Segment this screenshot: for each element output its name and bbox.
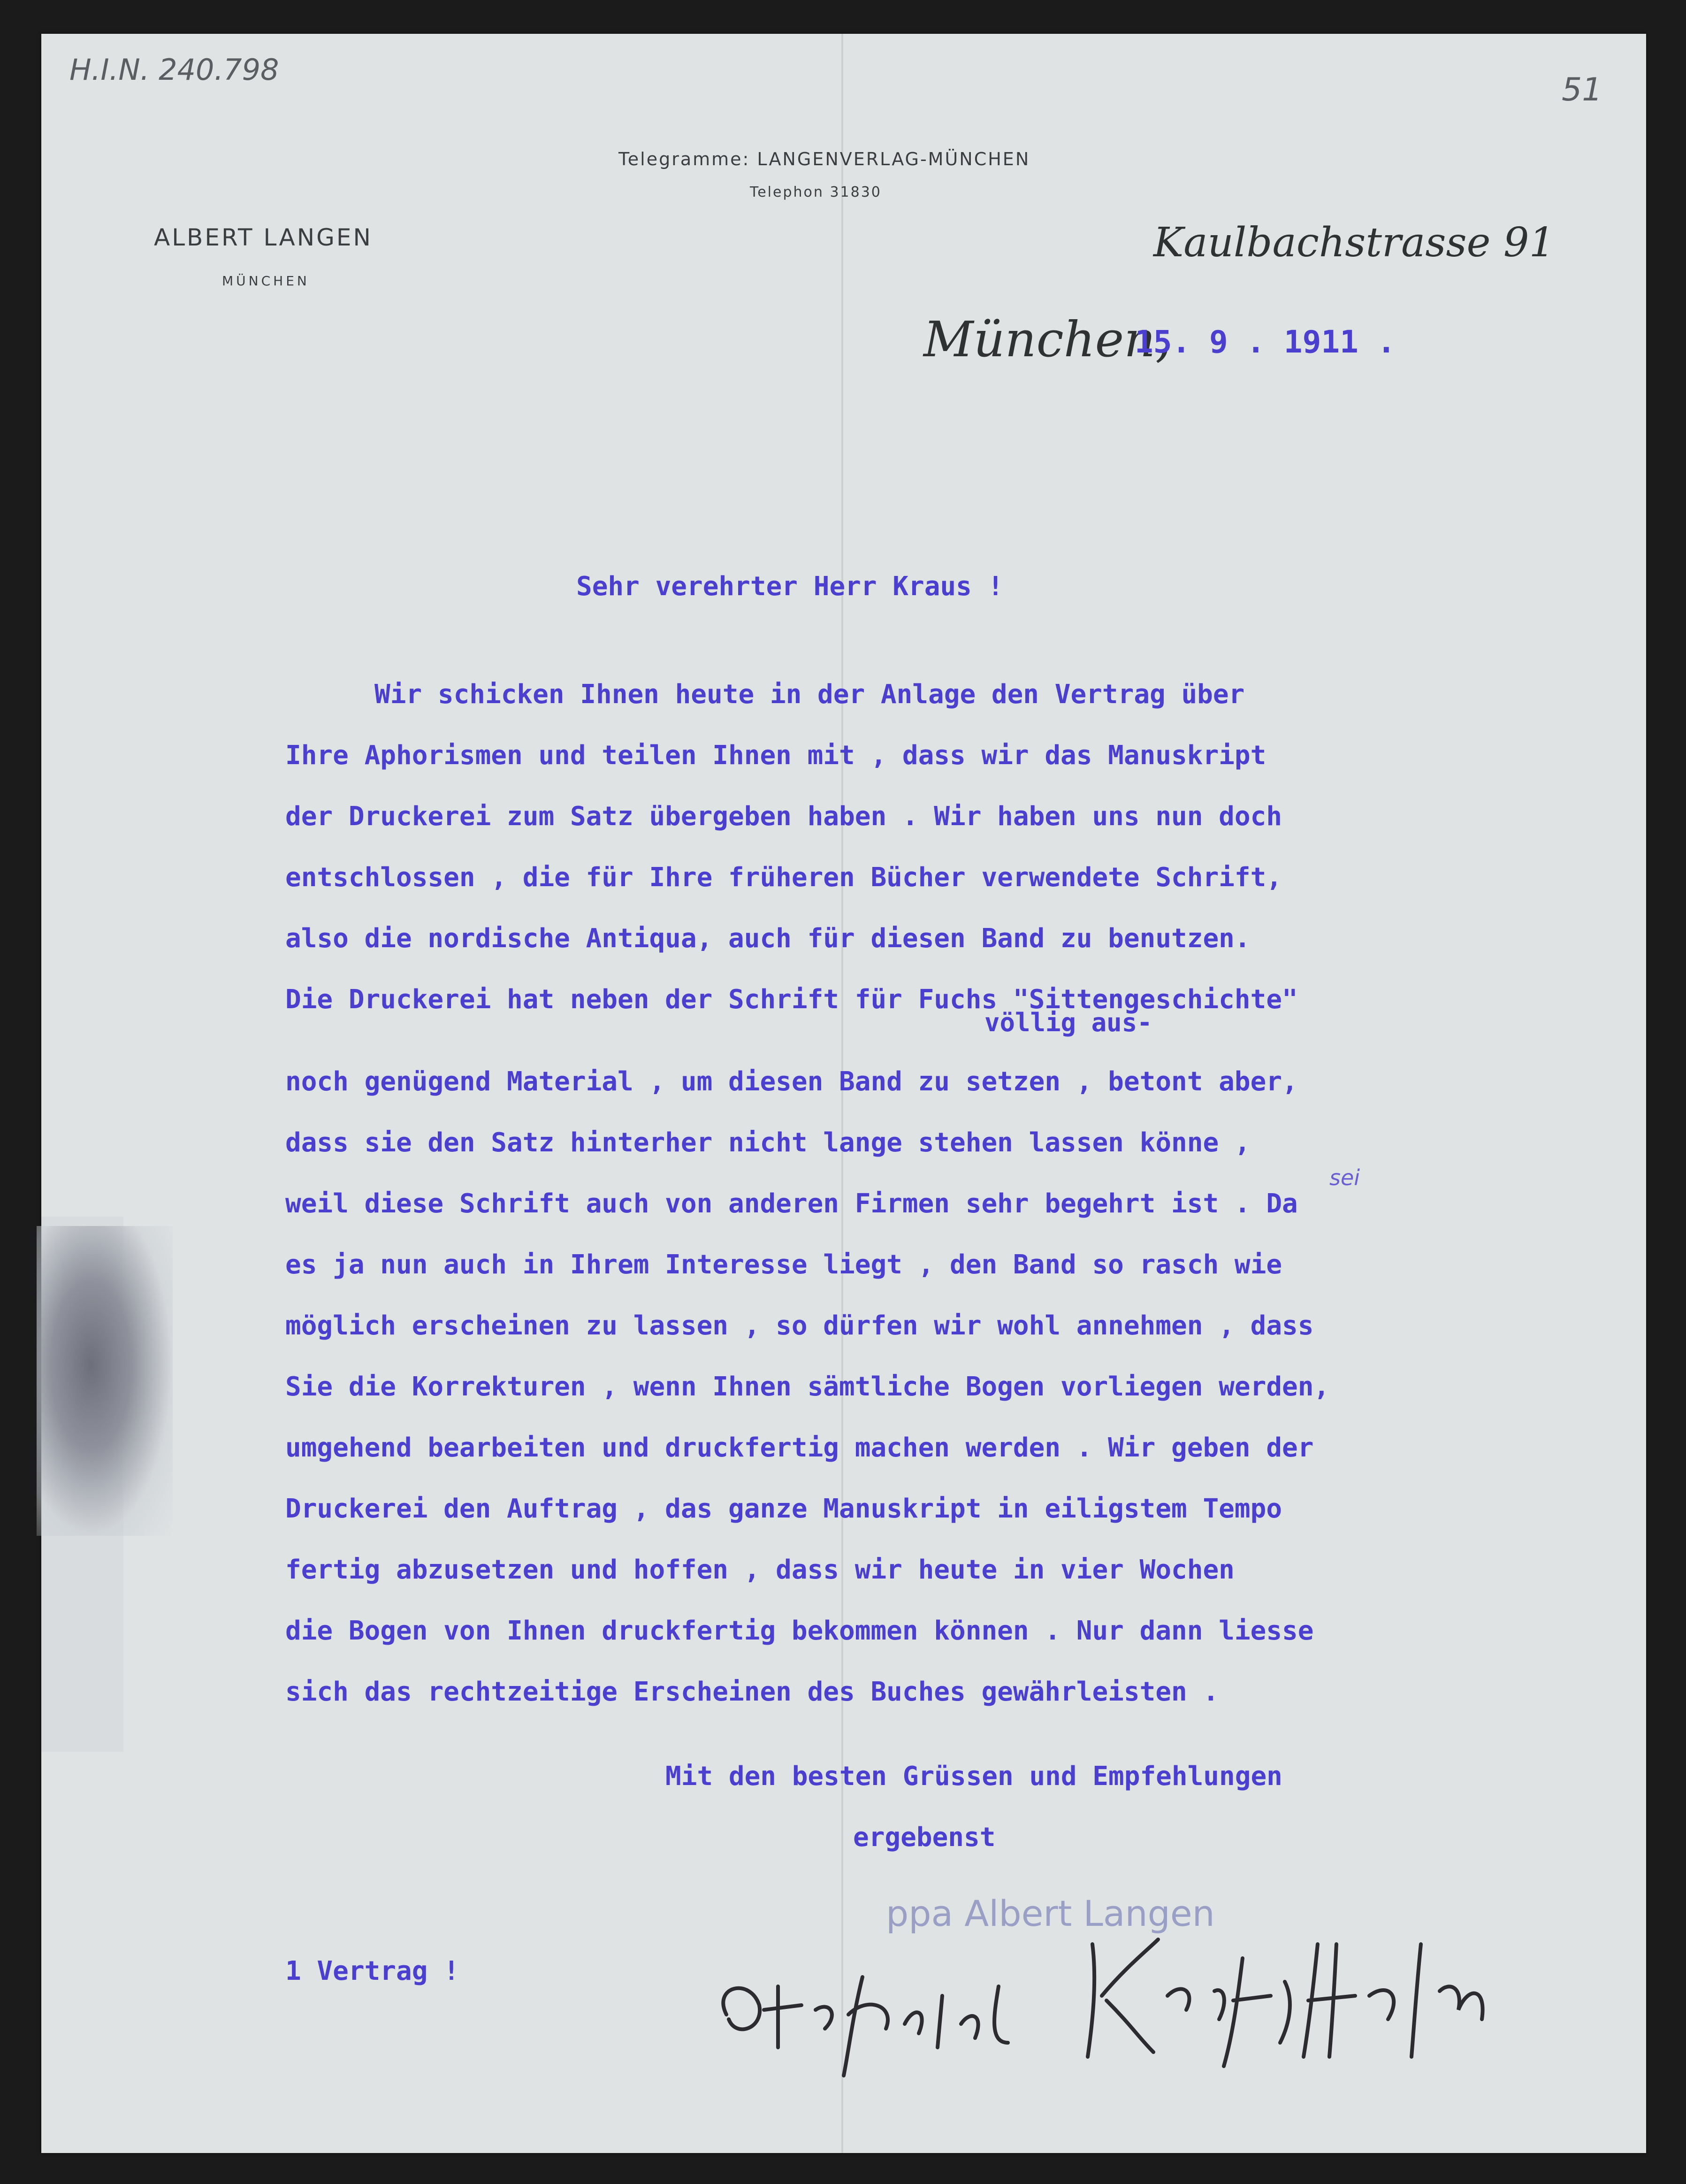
body-line: Wir schicken Ihnen heute in der Anlage den Vertrag über	[374, 679, 1245, 710]
insertion-voellig: völlig aus-	[984, 1008, 1152, 1037]
signature-otto-friedrich	[708, 1958, 1045, 2080]
insertion-sei: sei	[1329, 1165, 1360, 1190]
body-line: sich das rechtzeitige Erscheinen des Buches gewährleisten .	[285, 1677, 1219, 1707]
body-line: entschlossen , die für Ihre früheren Bücher verwendete Schrift,	[285, 862, 1282, 893]
closing-greeting: Mit den besten Grüssen und Empfehlungen	[665, 1761, 1282, 1792]
firm-name: ALBERT LANGEN	[154, 224, 373, 251]
body-line: noch genügend Material , um diesen Band zu setzen , betont aber,	[285, 1066, 1298, 1097]
company-stamp: ppa Albert Langen	[886, 1893, 1215, 1934]
shelfmark: H.I.N. 240.798	[69, 53, 279, 87]
enclosure-note: 1 Vertrag !	[285, 1956, 459, 1986]
folio-number: 51	[1562, 71, 1602, 108]
letter-date: 15. 9 . 1911 .	[1135, 324, 1396, 360]
salutation: Sehr verehrter Herr Kraus !	[576, 571, 1004, 602]
body-line: Ihre Aphorismen und teilen Ihnen mit , dass wir das Manuskript	[285, 740, 1266, 771]
body-line: weil diese Schrift auch von anderen Firmen sehr begehrt ist . Da	[285, 1188, 1298, 1219]
body-line: Druckerei den Auftrag , das ganze Manuskript in eiligstem Tempo	[285, 1494, 1282, 1524]
body-line: die Bogen von Ihnen druckfertig bekommen können . Nur dann liesse	[285, 1616, 1314, 1646]
letter-sheet	[41, 34, 1646, 2153]
body-line: Sie die Korrekturen , wenn Ihnen sämtliche Bogen vorliegen werden,	[285, 1372, 1330, 1402]
telephone-line: Telephon 31830	[750, 184, 882, 200]
body-line: dass sie den Satz hinterher nicht lange stehen lassen könne ,	[285, 1127, 1251, 1158]
body-line: fertig abzusetzen und hoffen , dass wir heute in vier Wochen	[285, 1555, 1235, 1585]
body-line: der Druckerei zum Satz übergeben haben . Wir haben uns nun doch	[285, 801, 1282, 832]
body-line: also die nordische Antiqua, auch für diesen Band zu benutzen.	[285, 923, 1251, 954]
closing-ergebenst: ergebenst	[853, 1822, 996, 1853]
body-line: möglich erscheinen zu lassen , so dürfen wir wohl annehmen , dass	[285, 1310, 1314, 1341]
place-name: München,	[923, 311, 1171, 368]
body-line: es ja nun auch in Ihrem Interesse liegt , den Band so rasch wie	[285, 1249, 1282, 1280]
body-line: umgehend bearbeiten und druckfertig machen werden . Wir geben der	[285, 1433, 1314, 1463]
signature-korfiz-holm	[1074, 1916, 1524, 2071]
firm-city: MÜNCHEN	[222, 273, 310, 289]
body-line: Die Druckerei hat neben der Schrift für Fuchs "Sittengeschichte"	[285, 984, 1298, 1015]
stain-mark	[37, 1226, 173, 1536]
street-address: Kaulbachstrasse 91	[1153, 219, 1555, 266]
telegram-line: Telegramme: LANGENVERLAG-MÜNCHEN	[618, 149, 1030, 169]
